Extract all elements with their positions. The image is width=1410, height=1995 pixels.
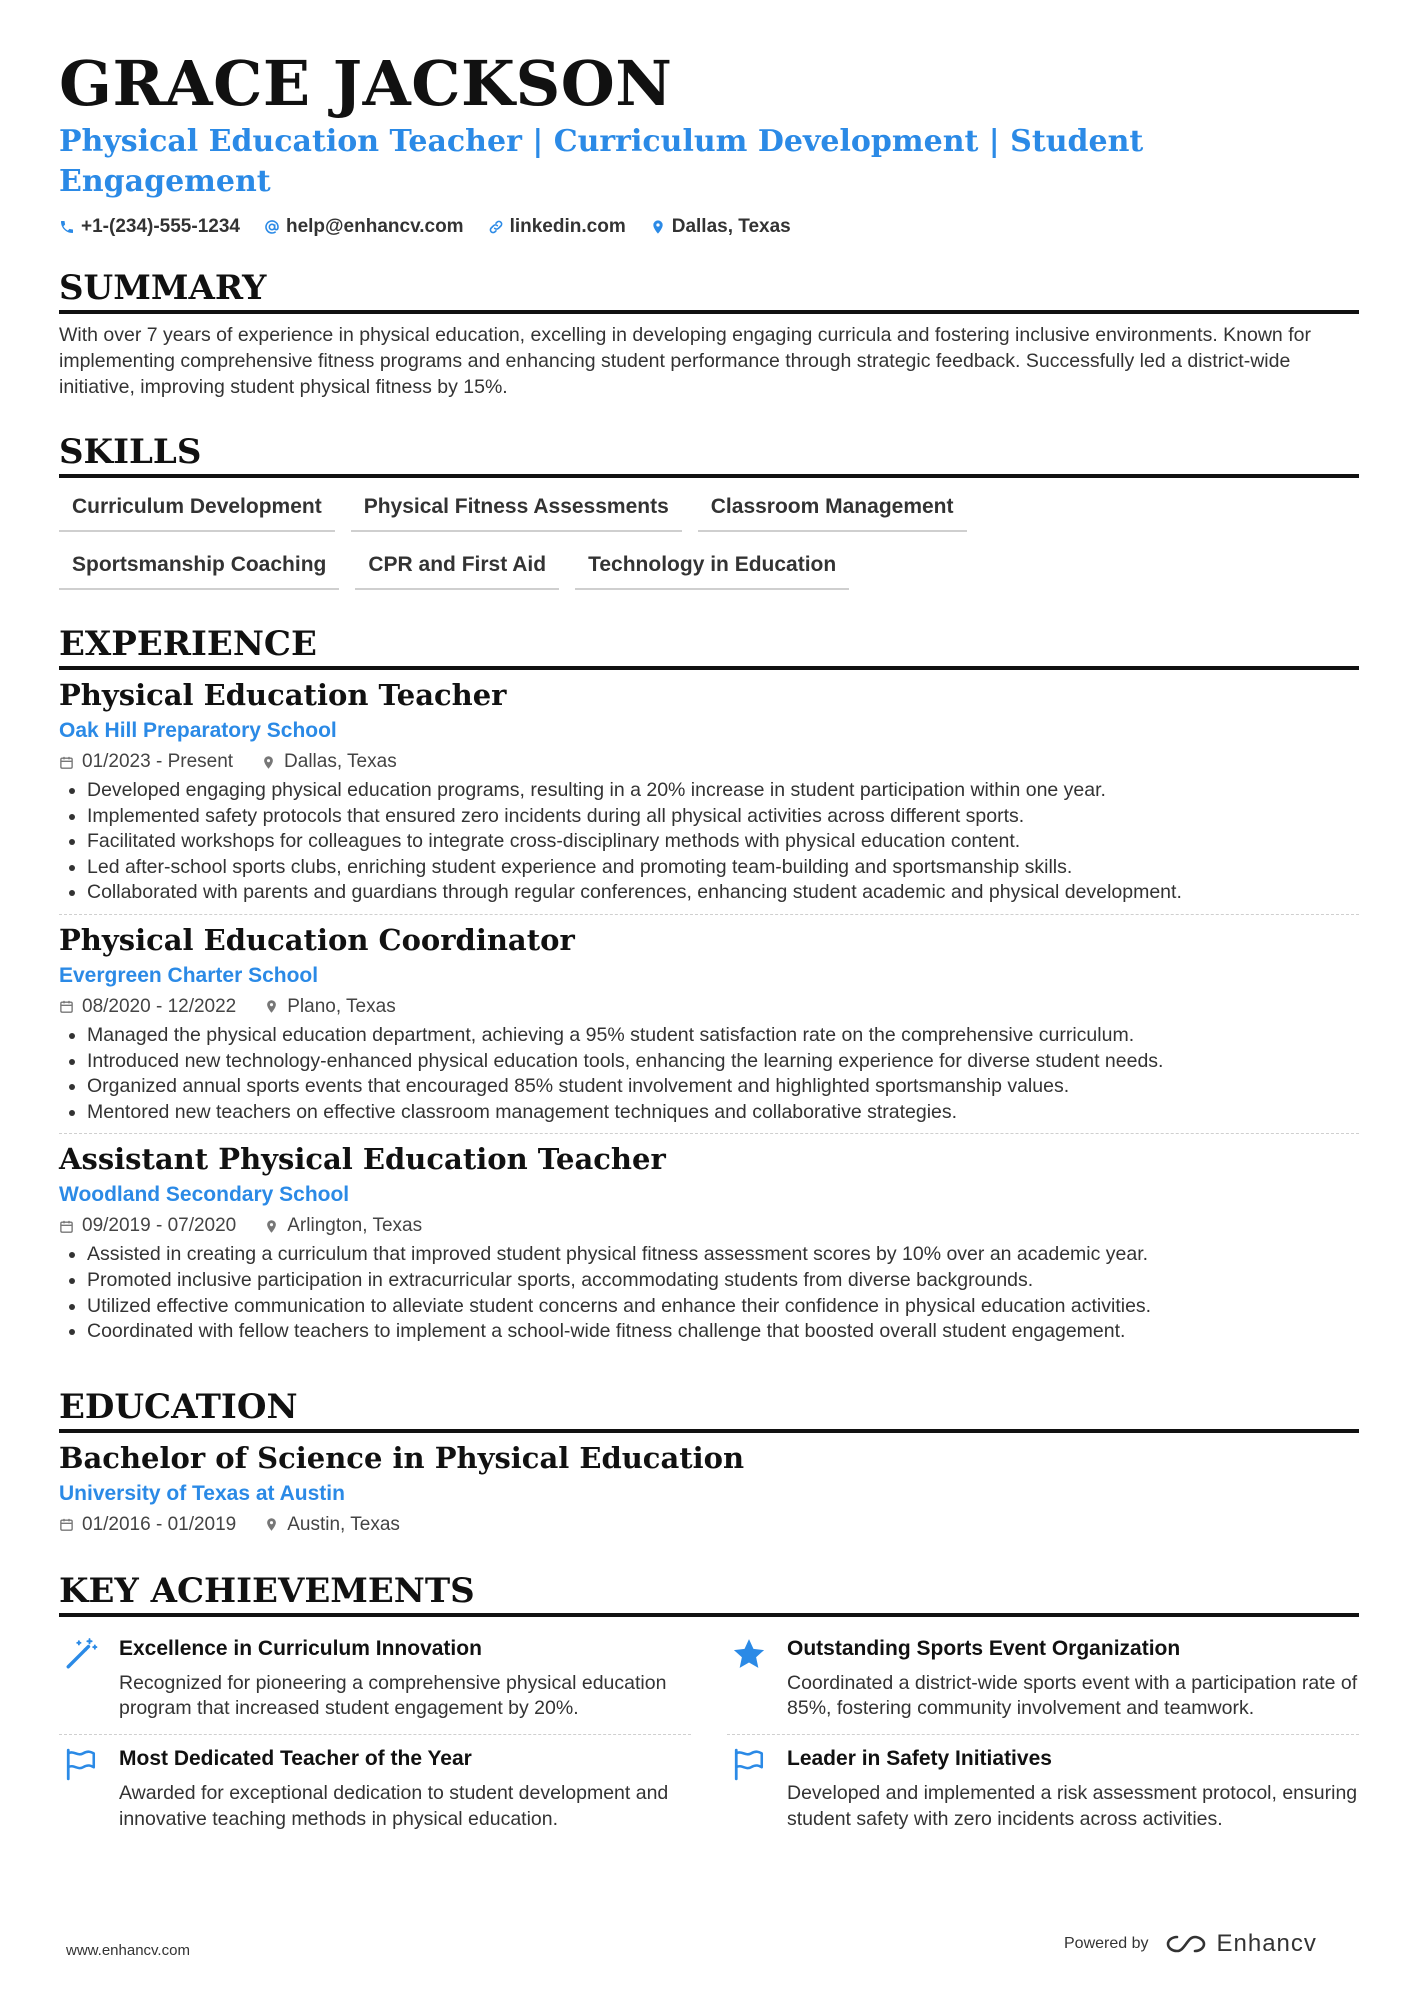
bullet-item: • Assisted in creating a curriculum that improved student physical fitness assessment scores by 10% over an academic year. [87,1242,1359,1268]
bullet-item: • Facilitated workshops for colleagues to integrate cross-disciplinary methods with physical education content. [87,829,1359,855]
achievements-grid [59,1625,1359,1844]
map-pin-icon [264,999,279,1014]
job-location [264,1214,422,1238]
skill-tag: Classroom Management [698,488,967,532]
bullet-item: • Organized annual sports events that encouraged 85% student involvement and highlighted sportsmanship values. [87,1074,1359,1100]
achievement-text: Awarded for exceptional dedication to student development and innovative teaching methods in physical education. [119,1781,669,1830]
job-entry [59,670,1359,915]
calendar-icon [59,1219,74,1234]
bullet-item: • Managed the physical education department, achieving a 95% student satisfaction rate on the comprehensive curriculum. [87,1023,1359,1049]
education-dates [59,1513,236,1537]
skills-section [59,432,1359,590]
resume-page [59,48,1359,1844]
achievement-icon-wrap [727,1745,771,1832]
contact-linkedin[interactable] [488,216,626,238]
education-title: EDUCATION [59,1387,1359,1433]
powered-by-text: Powered by [1064,1935,1149,1952]
brand-name: Enhancv [1216,1930,1317,1957]
job-location-text: Arlington, Texas [287,1215,423,1237]
calendar-icon [59,1517,74,1532]
map-pin-icon [264,1517,279,1532]
achievement-title: Most Dedicated Teacher of the Year [119,1746,472,1770]
skill-tag: Physical Fitness Assessments [351,488,682,532]
company-name: Woodland Secondary School [59,1183,350,1207]
headline: Physical Education Teacher | Curriculum Development | Student Engagement [59,124,1144,199]
star-icon [732,1637,766,1671]
map-pin-icon [261,755,276,770]
bullet-item: • Mentored new teachers on effective classroom management techniques and collaborative strategies. [87,1100,1359,1126]
job-location [264,995,395,1019]
contact-phone[interactable] [59,216,240,238]
job-meta [59,1214,1359,1238]
job-bullets [59,1023,1359,1125]
achievement-icon-wrap [59,1745,103,1832]
enhancv-logo-icon [1163,1932,1209,1956]
phone-icon [59,219,75,235]
bullet-item: • Introduced new technology-enhanced physical education tools, enhancing the learning experience for diverse student needs. [87,1049,1359,1075]
summary-section [59,268,1359,400]
bullet-item: • Collaborated with parents and guardians through regular conferences, enhancing student academic and physical development. [87,880,1359,906]
job-dates-text: 01/2023 - Present [82,751,234,772]
achievements-title: KEY ACHIEVEMENTS [59,1571,1359,1617]
job-dates-text: 08/2020 - 12/2022 [82,995,237,1017]
achievement-body [787,1635,1359,1722]
flag-icon [64,1747,98,1781]
magic-wand-icon [64,1637,98,1671]
calendar-icon [59,755,74,770]
linkedin-text: linkedin.com [509,216,626,237]
job-entry [59,1134,1359,1352]
achievement-item [727,1735,1359,1844]
job-bullets [59,1242,1359,1344]
education-dates-text: 01/2016 - 01/2019 [82,1513,237,1535]
education-location [264,1513,400,1537]
job-bullets [59,778,1359,906]
email-text: help@enhancv.com [285,216,464,237]
experience-title: EXPERIENCE [59,624,1359,670]
job-title: Physical Education Coordinator [59,922,575,957]
contact-row [59,216,1359,238]
skill-tag: CPR and First Aid [355,546,559,590]
job-entry [59,915,1359,1134]
achievement-item [727,1625,1359,1735]
footer-website[interactable]: www.enhancv.com [66,1942,190,1959]
at-icon [264,219,280,235]
resume-header [59,48,1359,238]
achievement-body [787,1745,1359,1832]
education-location-text: Austin, Texas [287,1513,400,1535]
experience-section [59,624,1359,1353]
achievement-item [59,1625,691,1735]
bullet-item: • Developed engaging physical education programs, resulting in a 20% increase in student participation within one year. [87,778,1359,804]
phone-text: +1-(234)-555-1234 [81,216,240,237]
summary-text: With over 7 years of experience in physical education, excelling in developing engaging curricula and fostering inclusive environments. Known for implementing comprehensive fitness programs and enhancing student performance through strategic feedback. Successfully led a district-wide initiative, improving student physical fitness by 15%. [59,324,1311,398]
summary-title: SUMMARY [59,268,1359,314]
bullet-item: • Utilized effective communication to alleviate student concerns and enhance their confidence in physical education activities. [87,1294,1359,1320]
skill-tag: Sportsmanship Coaching [59,546,339,590]
achievement-icon-wrap [727,1635,771,1722]
achievement-item [59,1735,691,1844]
footer-branding [1064,1930,1317,1958]
map-pin-icon [264,1219,279,1234]
bullet-item: • Coordinated with fellow teachers to implement a school-wide fitness challenge that boosted overall student engagement. [87,1319,1359,1345]
link-icon [488,219,504,235]
contact-email[interactable] [264,216,464,238]
achievement-icon-wrap [59,1635,103,1722]
education-meta [59,1513,1359,1537]
skills-title: SKILLS [59,432,1359,478]
skills-list [59,488,1159,590]
bullet-item: • Promoted inclusive participation in extracurricular sports, accommodating students from diverse backgrounds. [87,1268,1359,1294]
achievements-section [59,1571,1359,1844]
achievement-title: Excellence in Curriculum Innovation [119,1636,482,1660]
job-dates [59,1214,236,1238]
bullet-item: • Implemented safety protocols that ensured zero incidents during all physical activities across different sports. [87,804,1359,830]
company-name: Oak Hill Preparatory School [59,719,337,742]
education-section [59,1387,1359,1537]
achievement-text: Developed and implemented a risk assessment protocol, ensuring student safety with zero incidents across activities. [787,1781,1358,1830]
flag-icon [732,1747,766,1781]
contact-location [650,216,791,238]
job-meta [59,995,1359,1019]
achievement-title: Outstanding Sports Event Organization [787,1636,1181,1660]
job-title: Physical Education Teacher [59,678,507,712]
achievement-text: Coordinated a district-wide sports event with a participation rate of 85%, fostering community involvement and teamwork. [787,1671,1358,1720]
achievement-body [119,1745,691,1832]
degree-title: Bachelor of Science in Physical Education [59,1440,745,1475]
achievement-text: Recognized for pioneering a comprehensive physical education program that increased student engagement by 20%. [119,1671,667,1720]
education-entry [59,1433,1359,1537]
school-name: University of Texas at Austin [59,1481,345,1505]
map-pin-icon [650,219,666,235]
company-name: Evergreen Charter School [59,963,319,987]
job-location-text: Dallas, Texas [284,751,397,772]
achievement-title: Leader in Safety Initiatives [787,1746,1052,1770]
location-text: Dallas, Texas [671,216,791,237]
calendar-icon [59,999,74,1014]
skill-tag: Curriculum Development [59,488,335,532]
skill-tag: Technology in Education [575,546,849,590]
job-location [261,750,397,774]
job-location-text: Plano, Texas [287,995,396,1017]
job-title: Assistant Physical Education Teacher [59,1142,666,1177]
job-meta [59,750,1359,774]
job-dates [59,750,233,774]
job-dates [59,995,236,1019]
bullet-item: • Led after-school sports clubs, enriching student experience and promoting team-building and sportsmanship skills. [87,855,1359,881]
job-dates-text: 09/2019 - 07/2020 [82,1215,237,1237]
brand-logo[interactable] [1163,1930,1317,1958]
achievement-body [119,1635,691,1722]
candidate-name: GRACE JACKSON [59,47,673,120]
